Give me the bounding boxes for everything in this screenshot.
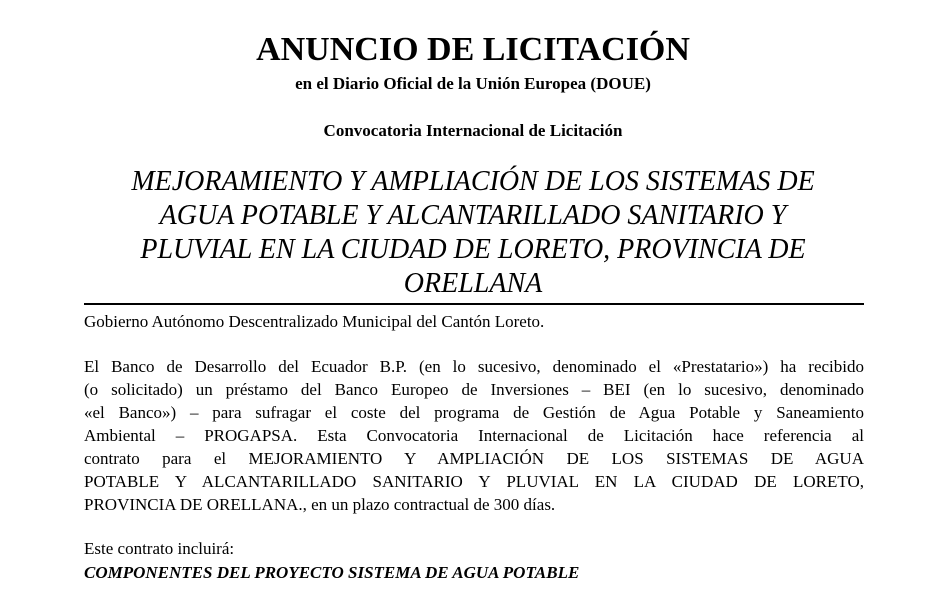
document-subtitle: en el Diario Oficial de la Unión Europea (DOUE) [295, 74, 651, 93]
call-type-heading: Convocatoria Internacional de Licitación [323, 121, 623, 140]
paragraph-line: Ambiental – PROGAPSA. Esta Convocatoria Internacional de Licitación hace referencia al [84, 426, 864, 445]
project-title [90, 165, 856, 301]
issuer-line: Gobierno Autónomo Descentralizado Municipal del Cantón Loreto. [84, 312, 545, 331]
paragraph-line: «el Banco») – para sufragar el coste del programa de Gestión de Agua Potable y Saneamiento [84, 403, 864, 422]
paragraph-line: El Banco de Desarrollo del Ecuador B.P. (en lo sucesivo, denominado el «Prestatario») ha recibido [84, 357, 864, 376]
project-title-line: PLUVIAL EN LA CIUDAD DE LORETO, PROVINCIA DE [140, 234, 806, 265]
paragraph-line: PROVINCIA DE ORELLANA., en un plazo contractual de 300 días. [84, 495, 556, 514]
loan-paragraph [84, 355, 864, 516]
paragraph-line: (o solicitado) un préstamo del Banco Europeo de Inversiones – BEI (en lo sucesivo, denominado [84, 380, 864, 399]
paragraph-line: contrato para el MEJORAMIENTO Y AMPLIACIÓN DE LOS SISTEMAS DE AGUA [84, 449, 864, 468]
includes-label: Este contrato incluirá: [84, 539, 235, 558]
title-divider [84, 303, 864, 305]
document-title: ANUNCIO DE LICITACIÓN [256, 31, 690, 68]
project-title-line: MEJORAMIENTO Y AMPLIACIÓN DE LOS SISTEMAS DE [131, 166, 815, 197]
section-heading: COMPONENTES DEL PROYECTO SISTEMA DE AGUA POTABLE [84, 563, 580, 582]
paragraph-line: POTABLE Y ALCANTARILLADO SANITARIO Y PLUVIAL EN LA CIUDAD DE LORETO, [84, 472, 864, 491]
project-title-line: ORELLANA [403, 268, 543, 299]
project-title-line: AGUA POTABLE Y ALCANTARILLADO SANITARIO Y [159, 200, 787, 231]
